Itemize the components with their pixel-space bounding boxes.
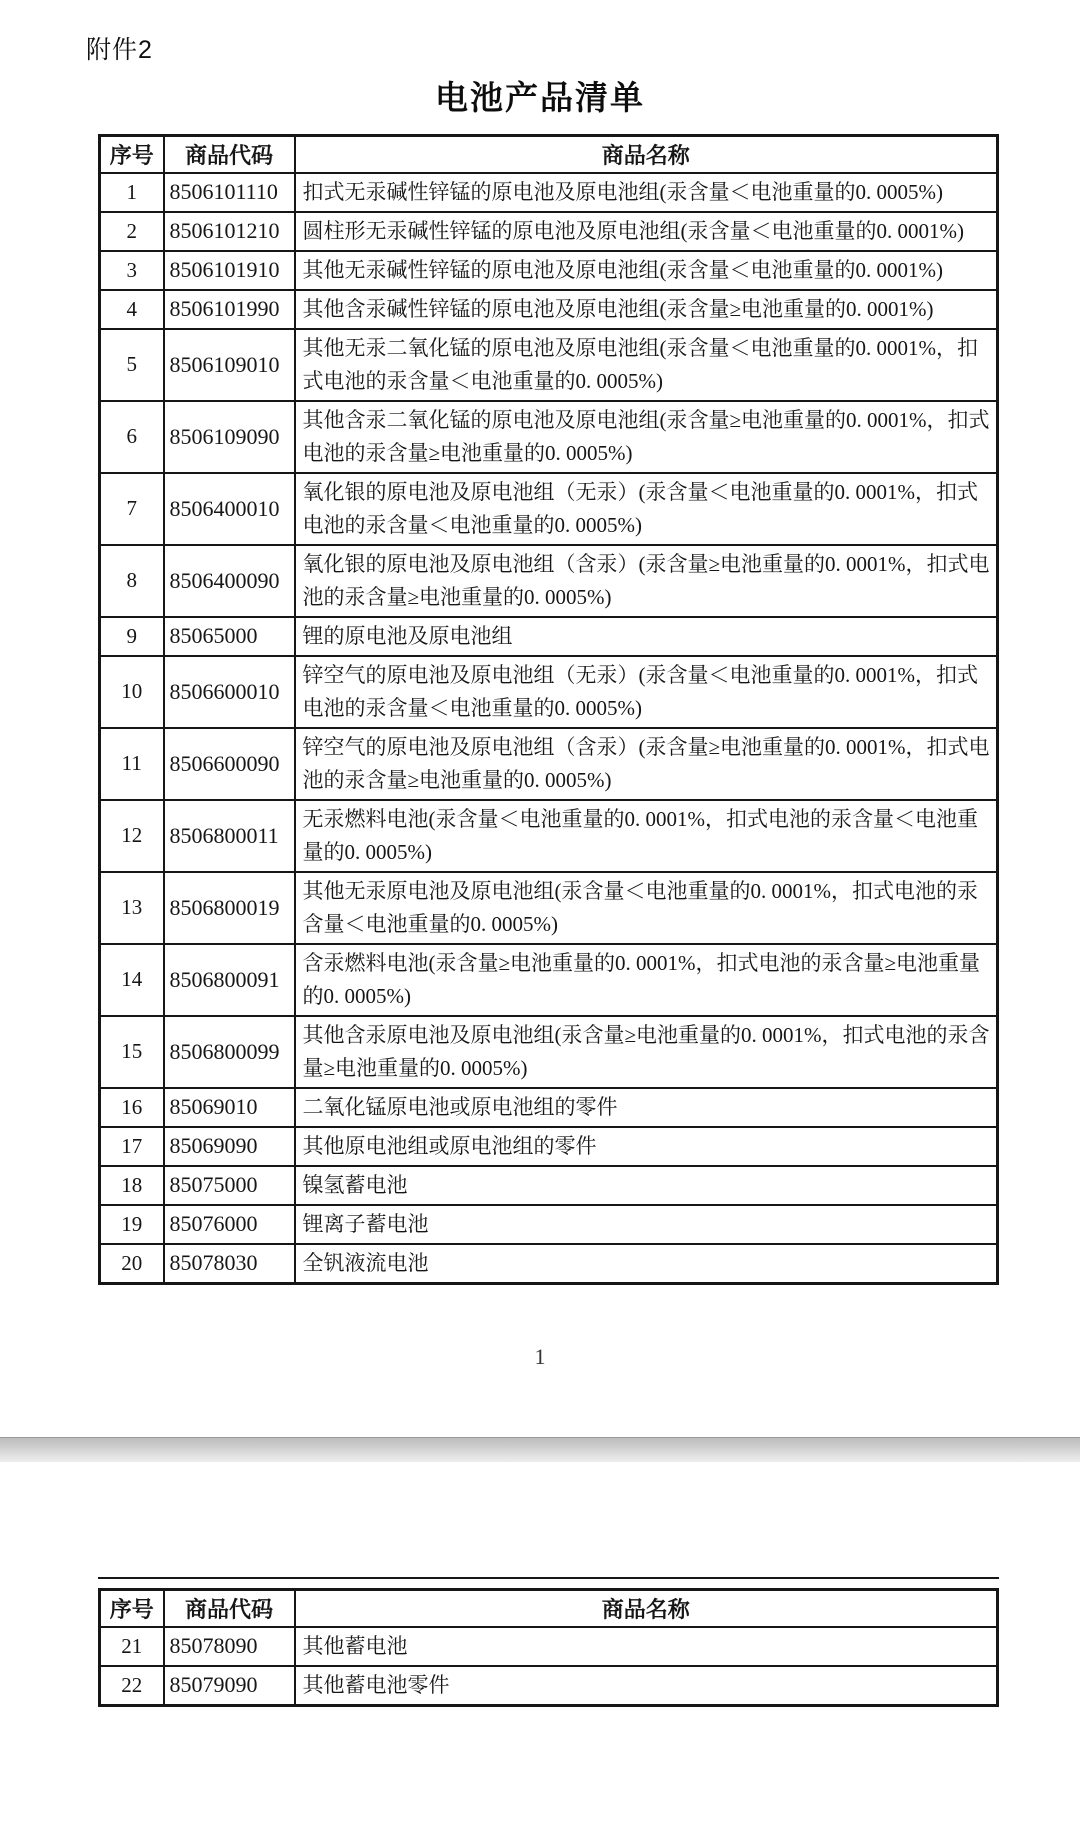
product-code-cell: 85078090 [164,1627,295,1666]
product-code-cell: 85069010 [164,1088,295,1127]
table-row [100,290,998,329]
product-name-cell: 锂的原电池及原电池组 [295,617,998,656]
product-name-cell: 锌空气的原电池及原电池组（无汞）(汞含量＜电池重量的0. 0001%，扣式电池的汞含量＜电池重量的0. 0005%) [295,656,998,728]
product-code-cell: 85075000 [164,1166,295,1205]
table-header-row [100,136,998,173]
product-code-cell: 8506109010 [164,329,295,401]
row-number-cell: 1 [100,173,164,212]
row-number-cell: 2 [100,212,164,251]
product-name-cell: 扣式无汞碱性锌锰的原电池及原电池组(汞含量＜电池重量的0. 0005%) [295,173,998,212]
row-number-cell: 14 [100,944,164,1016]
page-break-separator [0,1437,1080,1464]
table-row [100,1166,998,1205]
page-title: 电池产品清单 [435,81,645,117]
row-number-cell: 4 [100,290,164,329]
header-serial-number: 序号 [100,1590,164,1627]
row-number-cell: 5 [100,329,164,401]
row-number-cell: 10 [100,656,164,728]
product-name-cell: 镍氢蓄电池 [295,1166,998,1205]
product-code-cell: 8506400090 [164,545,295,617]
row-number-cell: 22 [100,1666,164,1706]
product-code-cell: 8506800019 [164,872,295,944]
product-name-cell: 其他含汞二氧化锰的原电池及原电池组(汞含量≥电池重量的0. 0001%，扣式电池的汞含量≥电池重量的0. 0005%) [295,401,998,473]
table-row [100,1666,998,1706]
table-continuation-line [98,1577,999,1579]
table-row [100,1127,998,1166]
table-row [100,401,998,473]
page-number: 1 [534,1344,546,1369]
table-row [100,1205,998,1244]
product-code-cell: 8506400010 [164,473,295,545]
product-code-cell: 85076000 [164,1205,295,1244]
table-header-row [100,1590,998,1627]
row-number-cell: 19 [100,1205,164,1244]
product-name-cell: 其他无汞原电池及原电池组(汞含量＜电池重量的0. 0001%，扣式电池的汞含量＜电池重量的0. 0005%) [295,872,998,944]
table-row [100,1016,998,1088]
row-number-cell: 7 [100,473,164,545]
product-name-cell: 其他含汞原电池及原电池组(汞含量≥电池重量的0. 0001%，扣式电池的汞含量≥电池重量的0. 0005%) [295,1016,998,1088]
row-number-cell: 20 [100,1244,164,1284]
product-code-cell: 8506600090 [164,728,295,800]
product-code-cell: 8506109090 [164,401,295,473]
table-row [100,617,998,656]
product-code-cell: 85078030 [164,1244,295,1284]
table-row [100,473,998,545]
product-code-cell: 85079090 [164,1666,295,1706]
product-code-cell: 8506800099 [164,1016,295,1088]
battery-product-table-page1 [98,134,999,1285]
product-name-cell: 其他原电池组或原电池组的零件 [295,1127,998,1166]
product-code-cell: 8506800011 [164,800,295,872]
table-row [100,329,998,401]
product-name-cell: 其他含汞碱性锌锰的原电池及原电池组(汞含量≥电池重量的0. 0001%) [295,290,998,329]
product-code-cell: 85069090 [164,1127,295,1166]
row-number-cell: 18 [100,1166,164,1205]
table-row [100,173,998,212]
table-row [100,212,998,251]
table-row [100,800,998,872]
product-code-cell: 8506800091 [164,944,295,1016]
product-name-cell: 无汞燃料电池(汞含量＜电池重量的0. 0001%，扣式电池的汞含量＜电池重量的0. 0005%) [295,800,998,872]
row-number-cell: 3 [100,251,164,290]
product-code-cell: 85065000 [164,617,295,656]
product-name-cell: 圆柱形无汞碱性锌锰的原电池及原电池组(汞含量＜电池重量的0. 0001%) [295,212,998,251]
product-name-cell: 氧化银的原电池及原电池组（含汞）(汞含量≥电池重量的0. 0001%，扣式电池的汞含量≥电池重量的0. 0005%) [295,545,998,617]
product-name-cell: 其他蓄电池零件 [295,1666,998,1706]
product-name-cell: 二氧化锰原电池或原电池组的零件 [295,1088,998,1127]
row-number-cell: 13 [100,872,164,944]
row-number-cell: 9 [100,617,164,656]
header-product-name: 商品名称 [295,136,998,173]
row-number-cell: 15 [100,1016,164,1088]
table-row [100,545,998,617]
table-row [100,656,998,728]
header-product-name: 商品名称 [295,1590,998,1627]
product-code-cell: 8506101910 [164,251,295,290]
product-code-cell: 8506101210 [164,212,295,251]
table-row [100,1088,998,1127]
table-row [100,872,998,944]
table-row [100,1244,998,1284]
table-row [100,728,998,800]
product-code-cell: 8506101990 [164,290,295,329]
product-name-cell: 含汞燃料电池(汞含量≥电池重量的0. 0001%，扣式电池的汞含量≥电池重量的0. 0005%) [295,944,998,1016]
product-name-cell: 氧化银的原电池及原电池组（无汞）(汞含量＜电池重量的0. 0001%，扣式电池的汞含量＜电池重量的0. 0005%) [295,473,998,545]
row-number-cell: 17 [100,1127,164,1166]
table-row [100,1627,998,1666]
product-name-cell: 全钒液流电池 [295,1244,998,1284]
attachment-label: 附件2 [86,36,153,64]
table-row [100,944,998,1016]
row-number-cell: 12 [100,800,164,872]
row-number-cell: 8 [100,545,164,617]
row-number-cell: 16 [100,1088,164,1127]
header-product-code: 商品代码 [164,1590,295,1627]
product-name-cell: 其他蓄电池 [295,1627,998,1666]
product-name-cell: 锂离子蓄电池 [295,1205,998,1244]
row-number-cell: 21 [100,1627,164,1666]
header-product-code: 商品代码 [164,136,295,173]
row-number-cell: 6 [100,401,164,473]
product-code-cell: 8506600010 [164,656,295,728]
row-number-cell: 11 [100,728,164,800]
product-code-cell: 8506101110 [164,173,295,212]
product-name-cell: 锌空气的原电池及原电池组（含汞）(汞含量≥电池重量的0. 0001%，扣式电池的汞含量≥电池重量的0. 0005%) [295,728,998,800]
header-serial-number: 序号 [100,136,164,173]
product-name-cell: 其他无汞二氧化锰的原电池及原电池组(汞含量＜电池重量的0. 0001%，扣式电池的汞含量＜电池重量的0. 0005%) [295,329,998,401]
table-row [100,251,998,290]
battery-product-table-page2 [98,1588,999,1707]
product-name-cell: 其他无汞碱性锌锰的原电池及原电池组(汞含量＜电池重量的0. 0001%) [295,251,998,290]
